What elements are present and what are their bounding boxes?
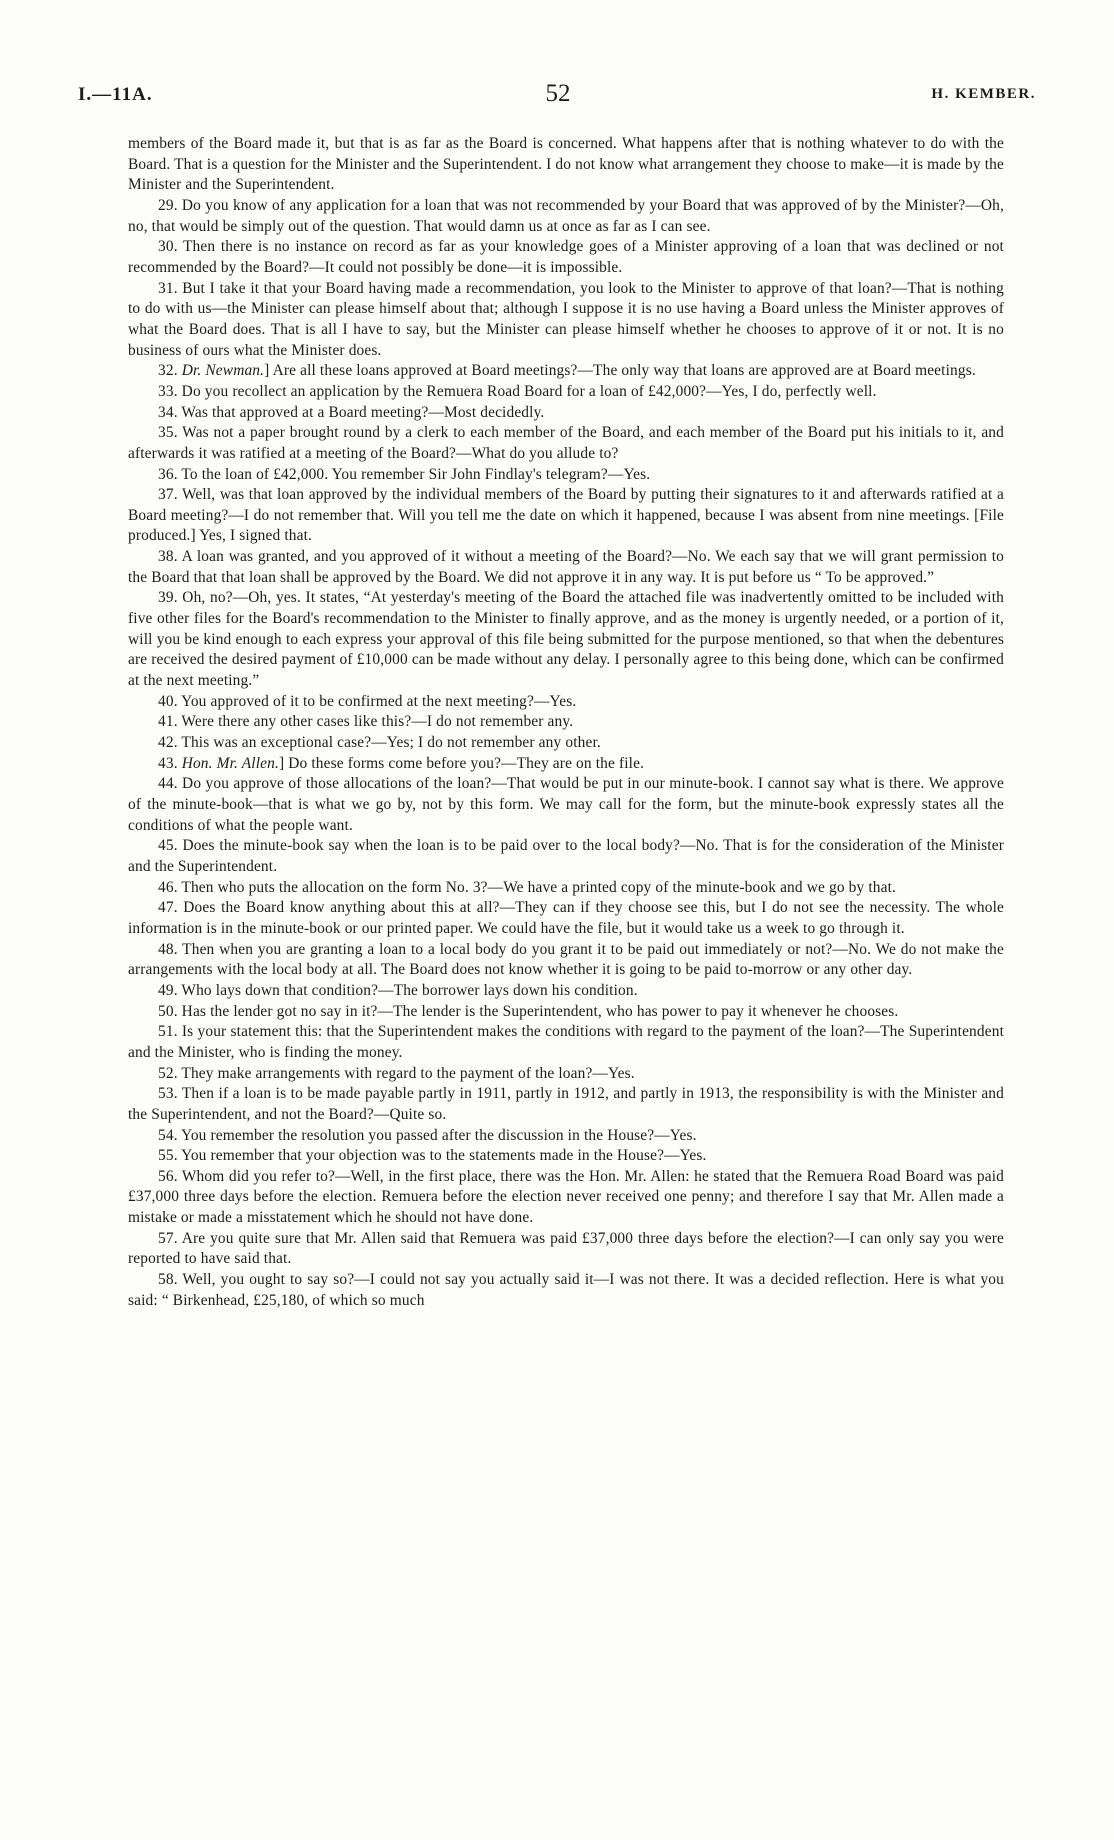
paragraph: 55. You remember that your objection was to the statements made in the House?—Yes. — [158, 1147, 707, 1165]
paragraph: 43. Hon. Mr. Allen.] Do these forms come before you?—They are on the file. — [158, 754, 645, 772]
paragraph: 46. Then who puts the allocation on the form No. 3?—We have a printed copy of the minute-book and we go by that. — [158, 878, 897, 896]
paragraph: 36. To the loan of £42,000. You remember Sir John Findlay's telegram?—Yes. — [158, 465, 651, 483]
page-number: 52 — [545, 80, 571, 107]
paragraph: 41. Were there any other cases like this?—I do not remember any. — [158, 713, 574, 731]
paragraph: 48. Then when you are granting a loan to a local body do you grant it to be paid out immediately or not?—No. We do not make the arrangements with the local body at all. The Board does not know whether it is going to be paid to-morrow or any other day. — [128, 940, 1004, 979]
page-header — [78, 80, 1036, 114]
paragraph: 45. Does the minute-book say when the loan is to be paid over to the local body?—No. That is for the consideration of the Minister and the Superintendent. — [128, 837, 1004, 875]
paragraph: 47. Does the Board know anything about this at all?—They can if they choose see this, but I do not see the necessity. The whole information is in the minute-book or our printed paper. We could have the file, but it would take us a week to go through it. — [128, 899, 1004, 937]
paragraph: 40. You approved of it to be confirmed at the next meeting?—Yes. — [158, 692, 577, 710]
paragraph: 51. Is your statement this: that the Superintendent makes the conditions with regard to the payment of the loan?—The Superintendent and the Minister, who is finding the money. — [128, 1023, 1004, 1061]
paragraph: 37. Well, was that loan approved by the individual members of the Board by putting their signatures to it and afterwards ratified at a Board meeting?—I do not remember that. Will you tell me the date on which it happened, because I was absent from nine meetings. [File produced.] Yes, I signed that. — [128, 486, 1004, 545]
paragraph: 33. Do you recollect an application by the Remuera Road Board for a loan of £42,000?—Yes, I do, perfectly well. — [158, 382, 877, 400]
paragraph: 57. Are you quite sure that Mr. Allen said that Remuera was paid £37,000 three days before the election?—I can only say you were reported to have said that. — [128, 1229, 1004, 1268]
paragraph: 30. Then there is no instance on record as far as your knowledge goes of a Minister approving of a loan that was declined or not recommended by the Board?—It could not possibly be done—it is impossible. — [128, 238, 1004, 276]
paragraph: 38. A loan was granted, and you approved of it without a meeting of the Board?—No. We each say that we will grant permission to the Board that that loan shall be approved by the Board. We did not approve it in any way. It is put before us “ To be approved.” — [128, 548, 1004, 586]
paragraph: 56. Whom did you refer to?—Well, in the first place, there was the Hon. Mr. Allen: he stated that the Remuera Road Board was paid £37,000 three days before the election. Remuera before the election never received one penny; and therefore I say that Mr. Allen made a mistake or made a misstatement which he should not have done. — [128, 1167, 1004, 1227]
speaker-name: Hon. Mr. Allen. — [181, 754, 279, 772]
speaker-name: Dr. Newman. — [181, 362, 265, 380]
paragraph: 29. Do you know of any application for a loan that was not recommended by your Board that was approved of by the Minister?—Oh, no, that would be simply out of the question. That would damn us at once as far as I can see. — [128, 196, 1004, 235]
paragraph: 32. Dr. Newman.] Are all these loans approved at Board meetings?—The only way that loans are approved are at Board meetings. — [158, 362, 976, 380]
paragraph: 44. Do you approve of those allocations of the loan?—That would be put in our minute-book. I cannot say what is there. We approve of the minute-book—that is what we go by, not by this form. We may call for the form, but the minute-book expressly states all the conditions of what the people want. — [128, 775, 1004, 834]
witness-name: H. KEMBER. — [931, 86, 1036, 102]
paragraph: 35. Was not a paper brought round by a clerk to each member of the Board, and each member of the Board put his initials to it, and afterwards it was ratified at a meeting of the Board?—What do you allude to? — [128, 424, 1004, 462]
paragraph: 49. Who lays down that condition?—The borrower lays down his condition. — [158, 981, 638, 999]
document-reference: I.—11A. — [78, 84, 153, 105]
paragraph: members of the Board made it, but that is as far as the Board is concerned. What happens after that is nothing whatever to do with the Board. That is a question for the Minister and the Superintendent. I do not know what arrangement they choose to make—it is made by the Minister and the Superintendent. — [128, 135, 1004, 194]
paragraph: 31. But I take it that your Board having made a recommendation, you look to the Minister to approve of that loan?—That is nothing to do with us—the Minister can please himself about that; although I suppose it is no use having a Board unless the Minister approves of what the Board does. That is all I have to say, but the Minister can please himself whether he chooses to approve of it or not. It is no business of ours what the Minister does. — [128, 279, 1004, 359]
paragraph: 39. Oh, no?—Oh, yes. It states, “At yesterday's meeting of the Board the attached file was inadvertently omitted to be included with five other files for the Board's recommendation to the Minister to finally approve, and as the money is urgently needed, or a portion of it, will you be kind enough to each express your approval of this file being submitted for the purpose mentioned, so that when the debentures are received the desired payment of £10,000 can be made without any delay. I personally agree to this being done, which can be confirmed at the next meeting.” — [128, 589, 1004, 690]
document-body — [128, 134, 1004, 1311]
paragraph: 34. Was that approved at a Board meeting?—Most decidedly. — [158, 403, 545, 421]
paragraph: 58. Well, you ought to say so?—I could not say you actually said it—I was not there. It was a decided reflection. Here is what you said: “ Birkenhead, £25,180, of which so much — [128, 1271, 1004, 1309]
paragraph: 50. Has the lender got no say in it?—The lender is the Superintendent, who has power to pay it whenever he chooses. — [158, 1002, 899, 1020]
paragraph: 54. You remember the resolution you passed after the discussion in the House?—Yes. — [158, 1126, 697, 1144]
paragraph: 42. This was an exceptional case?—Yes; I do not remember any other. — [158, 734, 601, 752]
paragraph: 52. They make arrangements with regard to the payment of the loan?—Yes. — [158, 1064, 635, 1082]
paragraph: 53. Then if a loan is to be made payable partly in 1911, partly in 1912, and partly in 1913, the responsibility is with the Minister and the Superintendent, and not the Board?—Quite so. — [128, 1085, 1004, 1123]
